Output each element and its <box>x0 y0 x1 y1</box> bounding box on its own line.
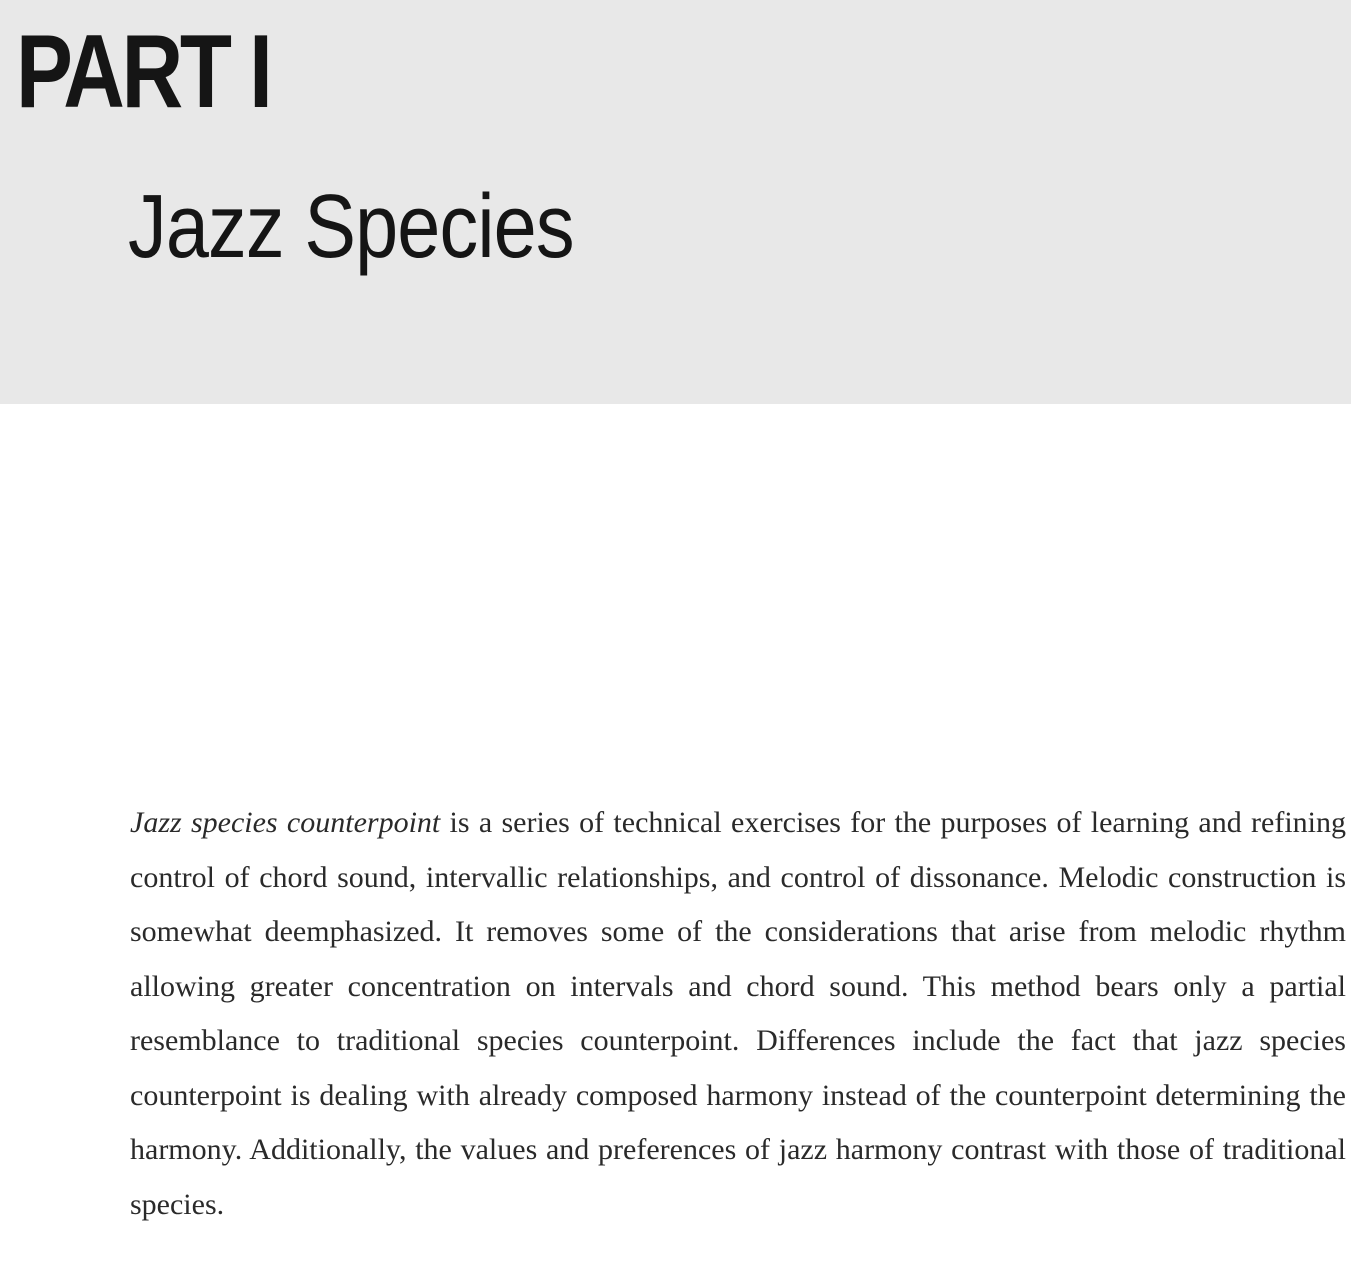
part-header-band <box>0 0 1351 404</box>
paragraph-text: is a series of technical exercises for the purposes of learning and refining control of chord sound, intervallic relationships, and control of dissonance. Melodic construction is somewhat deemphasized. It removes some of the considerations that arise from melodic rhythm allowing greater concentration on intervals and chord sound. This method bears only a partial resemblance to traditional species counterpoint. Differences include the fact that jazz species counterpoint is dealing with already composed harmony instead of the counterpoint determining the harmony. Additionally, the values and preferences of jazz harmony contrast with those of traditional species. <box>130 806 1346 1221</box>
part-title: Jazz Species <box>128 177 574 277</box>
intro-paragraph <box>130 796 1346 1232</box>
lead-term: Jazz species counterpoint <box>130 806 441 839</box>
part-number: PART I <box>16 14 270 130</box>
